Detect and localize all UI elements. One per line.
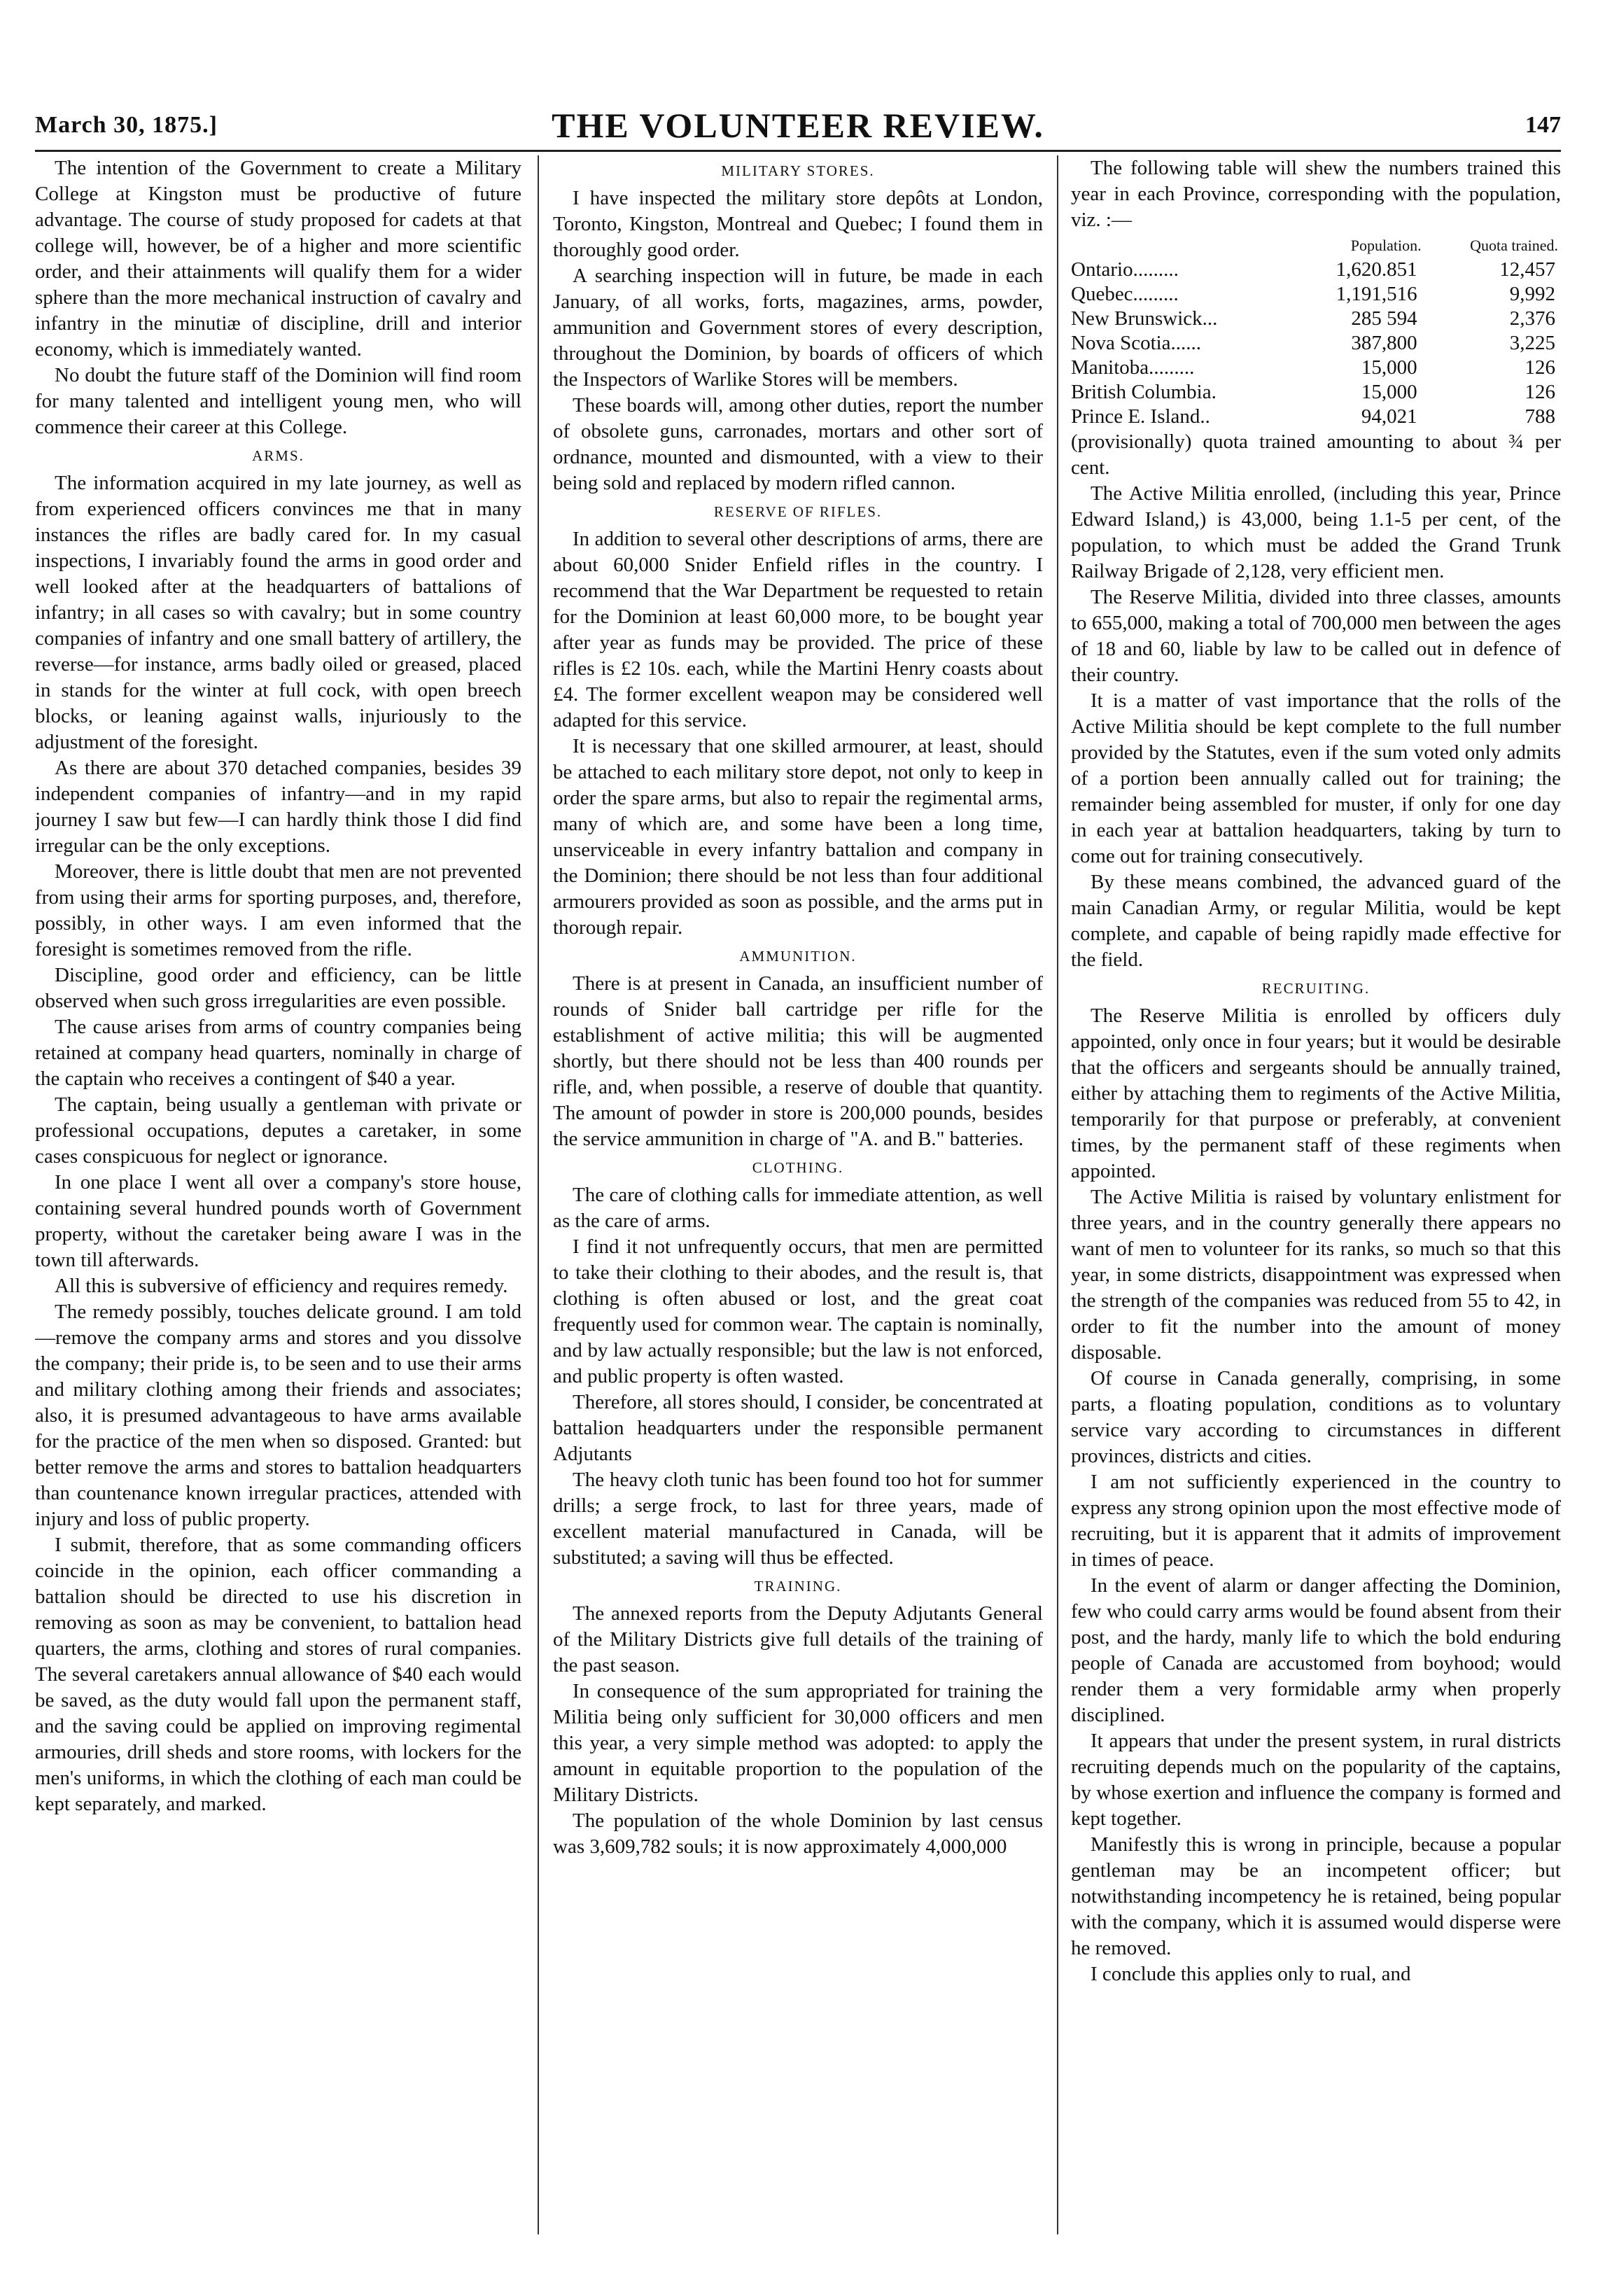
province-cell: New Brunswick... xyxy=(1071,307,1218,330)
province-cell: Quebec......... xyxy=(1071,283,1179,305)
paragraph: It appears that under the present system, in rural districts recruiting depends much on the popularity of the captains, by whose exertion and influence the company is formed and kept together. xyxy=(1071,1730,1561,1830)
table-row xyxy=(1071,258,1561,282)
paragraph: No doubt the future staff of the Dominion will find room for many talented and intelligent young men, who will commence their career at this College. xyxy=(35,364,521,438)
table-row xyxy=(1071,405,1561,429)
section-heading-recruiting: RECRUITING. xyxy=(1261,980,1371,997)
table-row xyxy=(1071,380,1561,405)
paragraph: As there are about 370 detached companies, besides 39 independent companies of infantry—and in my rapid journey I saw but few—I can hardly think those I did find irregular can be the only exceptions. xyxy=(35,757,521,857)
paragraph: I submit, therefore, that as some commanding officers coincide in the opinion, each officer commanding a battalion should be directed to use his discretion in removing as soon as may be convenient, to battalion head quarters, the arms, clothing and stores of rural companies. The several caretakers annual allowance of $40 each would be saved, as the duty would fall upon the permanent staff, and the saving could be applied on improving regimental armouries, drill sheds and store rooms, with lockers for the men's uniforms, in which the clothing of each man could be kept separately, and marked. xyxy=(35,1534,521,1815)
quota-cell: 126 xyxy=(1525,356,1555,379)
quota-cell: 9,992 xyxy=(1509,283,1555,305)
issue-date: March 30, 1875.] xyxy=(35,112,218,138)
paragraph: By these means combined, the advanced guard of the main Canadian Army, or regular Militia, would be kept complete, and capable of being rapidly made effective for the field. xyxy=(1071,871,1561,971)
paragraph: The Active Militia is raised by voluntary enlistment for three years, and in the country generally there appears no want of men to volunteer for its ranks, so much so that this year, in some districts, disappointment was expressed when the strength of the companies was reduced from 55 to 42, in order to fit the number into the amount of money disposable. xyxy=(1071,1186,1561,1364)
paragraph: It is necessary that one skilled armourer, at least, should be attached to each military store depot, not only to keep in order the spare arms, but also to repair the regimental arms, many of which are, and some have been a long time, unserviceable in every infantry battalion and company in the Dominion; there should be not less than four additional armourers provided as soon as possible, and the arms put in thorough repair. xyxy=(553,735,1043,939)
population-cell: 387,800 xyxy=(1351,332,1417,354)
paragraph: Discipline, good order and efficiency, can be little observed when such gross irregularities are even possible. xyxy=(35,964,521,1012)
paragraph: Moreover, there is little doubt that men are not prevented from using their arms for sporting purposes, and, therefore, possibly, in other ways. I am even informed that the foresight is sometimes removed from the rifle. xyxy=(35,860,521,960)
paragraph: There is at present in Canada, an insufficient number of rounds of Snider ball cartridge per rifle for the establishment of active militia; this will be augmented shortly, but there should not be less than 400 rounds per rifle, and, when possible, a reserve of double that quantity. The amount of powder in store is 200,000 pounds, besides the service ammunition in charge of "A. and B." batteries. xyxy=(553,972,1043,1150)
population-cell: 1,191,516 xyxy=(1336,283,1417,305)
paragraph: In addition to several other descriptions of arms, there are about 60,000 Snider Enfield rifles in the country. I recommend that the War Department be requested to retain for the Dominion at least 60,000 more, to be bought year after year as funds may be provided. The price of these rifles is £2 10s. each, while the Martini Henry coasts about £4. The former excellent weapon may be considered well adapted for this service. xyxy=(553,528,1043,732)
quota-cell: 2,376 xyxy=(1509,307,1555,330)
population-table xyxy=(1071,233,1561,429)
paragraph: The Reserve Militia is enrolled by officers duly appointed, only once in four years; but it would be desirable that the officers and sergeants should be annually trained, either by attaching them to regiments of the Active Militia, temporarily for that purpose or preferably, at convenient times, by the permanent staff of these regiments when appointed. xyxy=(1071,1004,1561,1182)
column-header-population: Population. xyxy=(1350,237,1422,254)
paragraph: The Reserve Militia, divided into three classes, amounts to 655,000, making a total of 700,000 men between the ages of 18 and 60, liable by law to be called out in defence of their country. xyxy=(1071,586,1561,686)
population-cell: 285 594 xyxy=(1351,307,1417,330)
population-cell: 94,021 xyxy=(1361,405,1417,428)
paragraph: The care of clothing calls for immediate attention, as well as the care of arms. xyxy=(553,1184,1043,1232)
publication-title: THE VOLUNTEER REVIEW. xyxy=(552,106,1044,145)
quota-cell: 12,457 xyxy=(1499,258,1555,281)
paragraph: The remedy possibly, touches delicate ground. I am told—remove the company arms and stores and you dissolve the company; their pride is, to be seen and to use their arms and military clothing among their friends and associates; also, it is presumed advantageous to have arms available for the practice of the men when so disposed. Granted: but better remove the arms and stores to battalion headquarters than countenance known irregular practices, attended with injury and loss of public property. xyxy=(35,1301,521,1530)
table-header-row xyxy=(1071,233,1561,258)
province-cell: Prince E. Island.. xyxy=(1071,405,1210,428)
population-cell: 15,000 xyxy=(1361,381,1417,403)
province-cell: Ontario......... xyxy=(1071,258,1179,281)
quota-cell: 788 xyxy=(1525,405,1555,428)
paragraph: I find it not unfrequently occurs, that men are permitted to take their clothing to their abodes, and the result is, that clothing is often abused or lost, and the great coat frequently used for common wear. The captain is nominally, and by law actually responsible; but the law is not enforced, and public property is often wasted. xyxy=(553,1236,1043,1387)
paragraph: I have inspected the military store depôts at London, Toronto, Kingston, Montreal and Quebec; I found them in thoroughly good order. xyxy=(553,187,1043,261)
header-rule xyxy=(35,150,1561,152)
paragraph: In one place I went all over a company's store house, containing several hundred pounds worth of Government property, without the caretaker being aware I was in the town till afterwards. xyxy=(35,1171,521,1271)
column-1 xyxy=(35,155,521,2248)
paragraph: In the event of alarm or danger affecting the Dominion, few who could carry arms would be found absent from their post, and the hardy, manly life to which the bold enduring people of Canada are accustomed from boyhood; would render them a very formidable army when properly disciplined. xyxy=(1071,1574,1561,1726)
quota-cell: 3,225 xyxy=(1509,332,1555,354)
section-heading-arms: ARMS. xyxy=(252,447,304,464)
quota-cell: 126 xyxy=(1525,381,1555,403)
paragraph: I am not sufficiently experienced in the country to express any strong opinion upon the most effective mode of recruiting, but it is apparent that it admits of improvement in times of peace. xyxy=(1071,1471,1561,1571)
paragraph: These boards will, among other duties, report the number of obsolete guns, carronades, mortars and other sort of ordnance, mounted and dismounted, with a view to their being sold and replaced by modern rifled cannon. xyxy=(553,394,1043,494)
table-row xyxy=(1071,331,1561,356)
paragraph: The population of the whole Dominion by last census was 3,609,782 souls; it is now approximately 4,000,000 xyxy=(553,1809,1043,1858)
paragraph: All this is subversive of efficiency and requires remedy. xyxy=(55,1275,508,1297)
section-heading-reserve-of-rifles: RESERVE OF RIFLES. xyxy=(713,503,883,520)
population-cell: 1,620.851 xyxy=(1336,258,1417,281)
paragraph: The intention of the Government to create a Military College at Kingston must be productive of future advantage. The course of study proposed for cadets at that college will, however, be of a higher and more scientific order, and their attainments will qualify them for a wider sphere than the more mechanical instruction of cavalry and infantry in the minutiæ of discipline, drill and interior economy, which is immediately wanted. xyxy=(35,157,521,360)
paragraph: In consequence of the sum appropriated for training the Militia being only sufficient for 30,000 officers and men this year, a very simple method was adopted: to apply the amount in equitable proportion to the population of the Military Districts. xyxy=(553,1680,1043,1806)
paragraph: It is a matter of vast importance that the rolls of the Active Militia should be kept complete to the full number provided by the Statutes, even if the sum voted only admits of a portion been annually called out for training; the remainder being assembled for muster, if only for one day in each year at battalion headquarters, taking by turn to come out for training consecutively. xyxy=(1071,690,1561,867)
province-cell: Manitoba......... xyxy=(1071,356,1195,379)
column-divider xyxy=(1057,155,1058,2234)
paragraph: I conclude this applies only to rual, and xyxy=(1091,1963,1411,1985)
section-heading-clothing: CLOTHING. xyxy=(752,1159,844,1176)
paragraph: Therefore, all stores should, I consider, be concentrated at battalion headquarters under the responsible permanent Adjutants xyxy=(553,1391,1043,1465)
paragraph: The Active Militia enrolled, (including this year, Prince Edward Island,) is 43,000, being 1.1-5 per cent, of the population, to which must be added the Grand Trunk Railway Brigade of 2,128, very efficient men. xyxy=(1071,482,1561,582)
section-heading-training: TRAINING. xyxy=(754,1578,842,1595)
paragraph: (provisionally) quota trained amounting to about ¾ per cent. xyxy=(1071,430,1561,479)
table-row xyxy=(1071,307,1561,331)
paragraph: The annexed reports from the Deputy Adjutants General of the Military Districts give full details of the training of the past season. xyxy=(553,1602,1043,1676)
paragraph: The cause arises from arms of country companies being retained at company head quarters, nominally in charge of the captain who receives a contingent of $40 a year. xyxy=(35,1016,521,1090)
province-cell: Nova Scotia...... xyxy=(1071,332,1202,354)
paragraph: The following table will shew the numbers trained this year in each Province, corresponding with the population, viz. :— xyxy=(1071,157,1561,231)
page-header xyxy=(35,105,1561,147)
paragraph: Manifestly this is wrong in principle, because a popular gentleman may be an incompetent officer; but notwithstanding incompetency he is retained, being popular with the company, which it is assumed would disperse were he removed. xyxy=(1071,1833,1561,1959)
section-heading-military-stores: MILITARY STORES. xyxy=(721,162,875,179)
column-3 xyxy=(1071,155,1561,2248)
paragraph: The heavy cloth tunic has been found too hot for summer drills; a serge frock, to last for three years, made of excellent material manufactured in Canada, will be substituted; a saving will thus be effected. xyxy=(553,1469,1043,1569)
paragraph: A searching inspection will in future, be made in each January, of all works, forts, magazines, arms, powder, ammunition and Government stores of every description, throughout the Dominion, by boards of officers of which the Inspectors of Warlike Stores will be members. xyxy=(553,265,1043,391)
column-2 xyxy=(553,155,1043,2248)
column-divider xyxy=(538,155,539,2234)
paragraph: Of course in Canada generally, comprising, in some parts, a floating population, conditions as to voluntary service vary according to circumstances in different provinces, districts and cities. xyxy=(1071,1367,1561,1467)
paragraph: The captain, being usually a gentleman with private or professional occupations, deputes a caretaker, in some cases conspicuous for neglect or ignorance. xyxy=(35,1093,521,1168)
province-cell: British Columbia. xyxy=(1071,381,1217,403)
paragraph: The information acquired in my late journey, as well as from experienced officers convinces me that in many instances the rifles are badly cared for. In my casual inspections, I invariably found the arms in good order and well looked after at the headquarters of battalions of infantry; in all cases so with cavalry; but in some country companies of infantry and one small battery of artillery, the reverse—for instance, arms badly oiled or greased, placed in stands for the winter at full cock, with open breech blocks, or leaning against walls, injuriously to the adjustment of the foresight. xyxy=(35,472,521,753)
page-number: 147 xyxy=(1525,112,1561,138)
column-header-quota: Quota trained. xyxy=(1470,237,1558,254)
population-cell: 15,000 xyxy=(1361,356,1417,379)
table-row xyxy=(1071,356,1561,380)
table-row xyxy=(1071,282,1561,307)
section-heading-ammunition: AMMUNITION. xyxy=(739,948,857,965)
